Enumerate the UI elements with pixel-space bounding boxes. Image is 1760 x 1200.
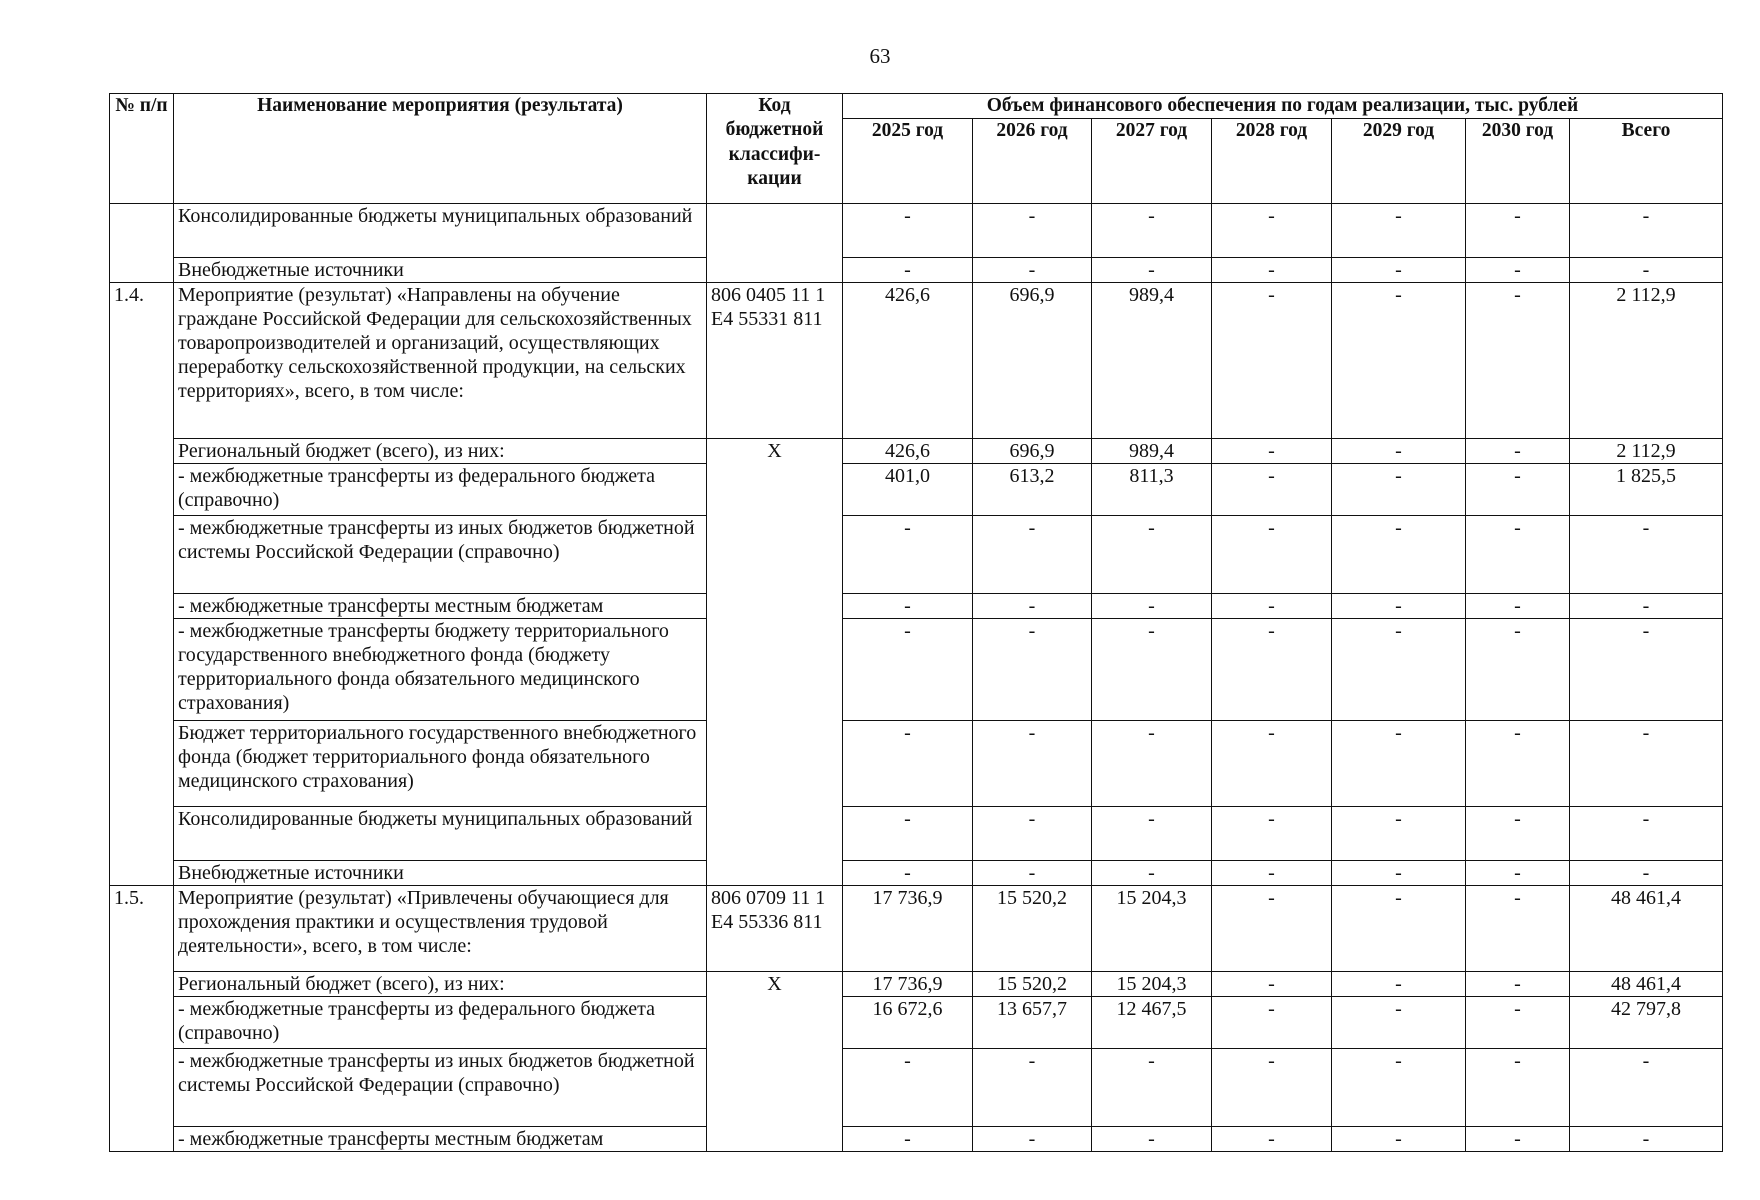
value-cell: 16 672,6 <box>843 997 973 1049</box>
value-cell: - <box>973 807 1092 861</box>
value-cell: - <box>973 258 1092 283</box>
value-cell: - <box>1466 861 1570 886</box>
row-code <box>707 204 843 283</box>
value-cell: - <box>1332 516 1466 594</box>
value-cell: - <box>1466 258 1570 283</box>
value-cell: - <box>843 807 973 861</box>
value-cell: - <box>1466 886 1570 972</box>
value-cell: - <box>1332 807 1466 861</box>
value-cell: - <box>1212 886 1332 972</box>
value-cell: - <box>1466 619 1570 721</box>
value-cell: 811,3 <box>1092 464 1212 516</box>
value-cell: - <box>1092 861 1212 886</box>
value-cell: - <box>1092 619 1212 721</box>
value-cell: - <box>1212 619 1332 721</box>
value-cell: 989,4 <box>1092 439 1212 464</box>
value-cell: - <box>843 861 973 886</box>
table-row <box>110 807 1723 861</box>
row-code: 806 0405 11 1 Е4 55331 811 <box>707 283 843 439</box>
value-cell: - <box>1332 861 1466 886</box>
table-row <box>110 1049 1723 1127</box>
value-cell: - <box>1332 721 1466 807</box>
row-name: Мероприятие (результат) «Направлены на обучение граждане Российской Федерации для сельскохозяйственных товаропроизводителей и организаций, осуществляющих переработку сельскохозяйственной продукции, на сельских территориях», всего, в том числе: <box>174 283 707 439</box>
row-name: Внебюджетные источники <box>174 258 707 283</box>
value-cell: - <box>1212 861 1332 886</box>
value-cell: - <box>1212 1049 1332 1127</box>
value-cell: - <box>1212 721 1332 807</box>
value-cell: - <box>973 1049 1092 1127</box>
value-cell: - <box>1570 204 1723 258</box>
value-cell: 1 825,5 <box>1570 464 1723 516</box>
value-cell: - <box>1466 1049 1570 1127</box>
value-cell: - <box>1570 861 1723 886</box>
value-cell: - <box>843 1127 973 1152</box>
value-cell: 2 112,9 <box>1570 283 1723 439</box>
value-cell: - <box>1092 516 1212 594</box>
header-volume: Объем финансового обеспечения по годам реализации, тыс. рублей <box>843 94 1723 119</box>
value-cell: - <box>1332 204 1466 258</box>
value-cell: - <box>1332 1127 1466 1152</box>
value-cell: - <box>1212 464 1332 516</box>
header-name: Наименование мероприятия (результата) <box>174 94 707 204</box>
row-name: Внебюджетные источники <box>174 861 707 886</box>
table-row <box>110 594 1723 619</box>
value-cell: - <box>1570 807 1723 861</box>
row-name: - межбюджетные трансферты из иных бюджетов бюджетной системы Российской Федерации (справочно) <box>174 1049 707 1127</box>
value-cell: - <box>1466 721 1570 807</box>
value-cell: - <box>1092 721 1212 807</box>
value-cell: 48 461,4 <box>1570 972 1723 997</box>
financing-table <box>109 93 1723 1152</box>
row-code: Х <box>707 972 843 1152</box>
value-cell: - <box>843 1049 973 1127</box>
row-number <box>110 204 174 283</box>
table-row <box>110 886 1723 972</box>
header-year: 2027 год <box>1092 119 1212 204</box>
value-cell: - <box>843 516 973 594</box>
value-cell: - <box>1212 1127 1332 1152</box>
value-cell: - <box>1332 619 1466 721</box>
table-row <box>110 997 1723 1049</box>
value-cell: - <box>1092 1049 1212 1127</box>
value-cell: - <box>1212 516 1332 594</box>
value-cell: - <box>1212 204 1332 258</box>
value-cell: 613,2 <box>973 464 1092 516</box>
row-code: Х <box>707 439 843 886</box>
page-number: 63 <box>869 44 891 68</box>
value-cell: - <box>1212 439 1332 464</box>
value-cell: - <box>973 516 1092 594</box>
value-cell: - <box>1466 283 1570 439</box>
value-cell: - <box>1466 204 1570 258</box>
value-cell: 2 112,9 <box>1570 439 1723 464</box>
value-cell: - <box>1212 997 1332 1049</box>
value-cell: - <box>1466 516 1570 594</box>
value-cell: - <box>1332 439 1466 464</box>
header-code: Код бюджетной классифи-кации <box>707 94 843 204</box>
row-name: Мероприятие (результат) «Привлечены обучающиеся для прохождения практики и осуществления трудовой деятельности», всего, в том числе: <box>174 886 707 972</box>
value-cell: - <box>1212 258 1332 283</box>
value-cell: 401,0 <box>843 464 973 516</box>
value-cell: 48 461,4 <box>1570 886 1723 972</box>
value-cell: - <box>1466 997 1570 1049</box>
value-cell: - <box>843 258 973 283</box>
value-cell: - <box>1332 1049 1466 1127</box>
table-row <box>110 439 1723 464</box>
value-cell: - <box>1570 1049 1723 1127</box>
row-number: 1.5. <box>110 886 174 1152</box>
value-cell: - <box>973 861 1092 886</box>
value-cell: - <box>1570 721 1723 807</box>
value-cell: - <box>1332 594 1466 619</box>
value-cell: - <box>1332 997 1466 1049</box>
value-cell: 42 797,8 <box>1570 997 1723 1049</box>
value-cell: - <box>1212 594 1332 619</box>
value-cell: 17 736,9 <box>843 886 973 972</box>
value-cell: - <box>1332 464 1466 516</box>
table-row <box>110 619 1723 721</box>
header-year: 2026 год <box>973 119 1092 204</box>
value-cell: - <box>973 594 1092 619</box>
value-cell: - <box>843 619 973 721</box>
table-row <box>110 1127 1723 1152</box>
value-cell: - <box>1570 619 1723 721</box>
value-cell: - <box>1212 283 1332 439</box>
value-cell: - <box>1332 972 1466 997</box>
value-cell: - <box>1466 972 1570 997</box>
value-cell: 696,9 <box>973 283 1092 439</box>
value-cell: - <box>1466 439 1570 464</box>
value-cell: - <box>843 721 973 807</box>
row-name: - межбюджетные трансферты из федерального бюджета (справочно) <box>174 464 707 516</box>
value-cell: - <box>973 721 1092 807</box>
value-cell: - <box>1466 807 1570 861</box>
header-year: 2029 год <box>1332 119 1466 204</box>
value-cell: - <box>1212 807 1332 861</box>
value-cell: 17 736,9 <box>843 972 973 997</box>
value-cell: - <box>1092 807 1212 861</box>
value-cell: - <box>973 1127 1092 1152</box>
value-cell: 989,4 <box>1092 283 1212 439</box>
table-row <box>110 972 1723 997</box>
value-cell: 12 467,5 <box>1092 997 1212 1049</box>
value-cell: - <box>1466 1127 1570 1152</box>
value-cell: - <box>1092 258 1212 283</box>
value-cell: - <box>1570 516 1723 594</box>
value-cell: - <box>1092 594 1212 619</box>
table-row <box>110 516 1723 594</box>
row-name: - межбюджетные трансферты бюджету территориального государственного внебюджетного фонда (бюджету территориального фонда обязательного медицинского страхования) <box>174 619 707 721</box>
table-row <box>110 204 1723 258</box>
value-cell: - <box>843 204 973 258</box>
table-row <box>110 721 1723 807</box>
row-name: Региональный бюджет (всего), из них: <box>174 972 707 997</box>
table-row <box>110 258 1723 283</box>
row-name: Консолидированные бюджеты муниципальных образований <box>174 807 707 861</box>
value-cell: - <box>973 204 1092 258</box>
header-num: № п/п <box>110 94 174 204</box>
value-cell: 15 520,2 <box>973 972 1092 997</box>
row-name: - межбюджетные трансферты из федерального бюджета (справочно) <box>174 997 707 1049</box>
value-cell: - <box>1092 1127 1212 1152</box>
value-cell: 15 520,2 <box>973 886 1092 972</box>
row-name: Региональный бюджет (всего), из них: <box>174 439 707 464</box>
value-cell: - <box>843 594 973 619</box>
value-cell: 696,9 <box>973 439 1092 464</box>
row-code: 806 0709 11 1 Е4 55336 811 <box>707 886 843 972</box>
row-name: - межбюджетные трансферты из иных бюджетов бюджетной системы Российской Федерации (справочно) <box>174 516 707 594</box>
row-number: 1.4. <box>110 283 174 886</box>
header-total: Всего <box>1570 119 1723 204</box>
value-cell: - <box>1212 972 1332 997</box>
value-cell: - <box>1466 464 1570 516</box>
value-cell: 426,6 <box>843 283 973 439</box>
value-cell: - <box>1332 283 1466 439</box>
value-cell: 15 204,3 <box>1092 972 1212 997</box>
row-name: - межбюджетные трансферты местным бюджетам <box>174 594 707 619</box>
table-row <box>110 283 1723 439</box>
value-cell: - <box>1332 886 1466 972</box>
row-name: Консолидированные бюджеты муниципальных образований <box>174 204 707 258</box>
row-name: Бюджет территориального государственного внебюджетного фонда (бюджет территориального фонда обязательного медицинского страхования) <box>174 721 707 807</box>
value-cell: 13 657,7 <box>973 997 1092 1049</box>
value-cell: - <box>973 619 1092 721</box>
header-year: 2025 год <box>843 119 973 204</box>
header-year: 2028 год <box>1212 119 1332 204</box>
table-row <box>110 464 1723 516</box>
value-cell: 426,6 <box>843 439 973 464</box>
value-cell: - <box>1570 1127 1723 1152</box>
value-cell: - <box>1466 594 1570 619</box>
value-cell: - <box>1570 258 1723 283</box>
value-cell: - <box>1092 204 1212 258</box>
value-cell: 15 204,3 <box>1092 886 1212 972</box>
table-row <box>110 861 1723 886</box>
row-name: - межбюджетные трансферты местным бюджетам <box>174 1127 707 1152</box>
value-cell: - <box>1332 258 1466 283</box>
value-cell: - <box>1570 594 1723 619</box>
header-year: 2030 год <box>1466 119 1570 204</box>
